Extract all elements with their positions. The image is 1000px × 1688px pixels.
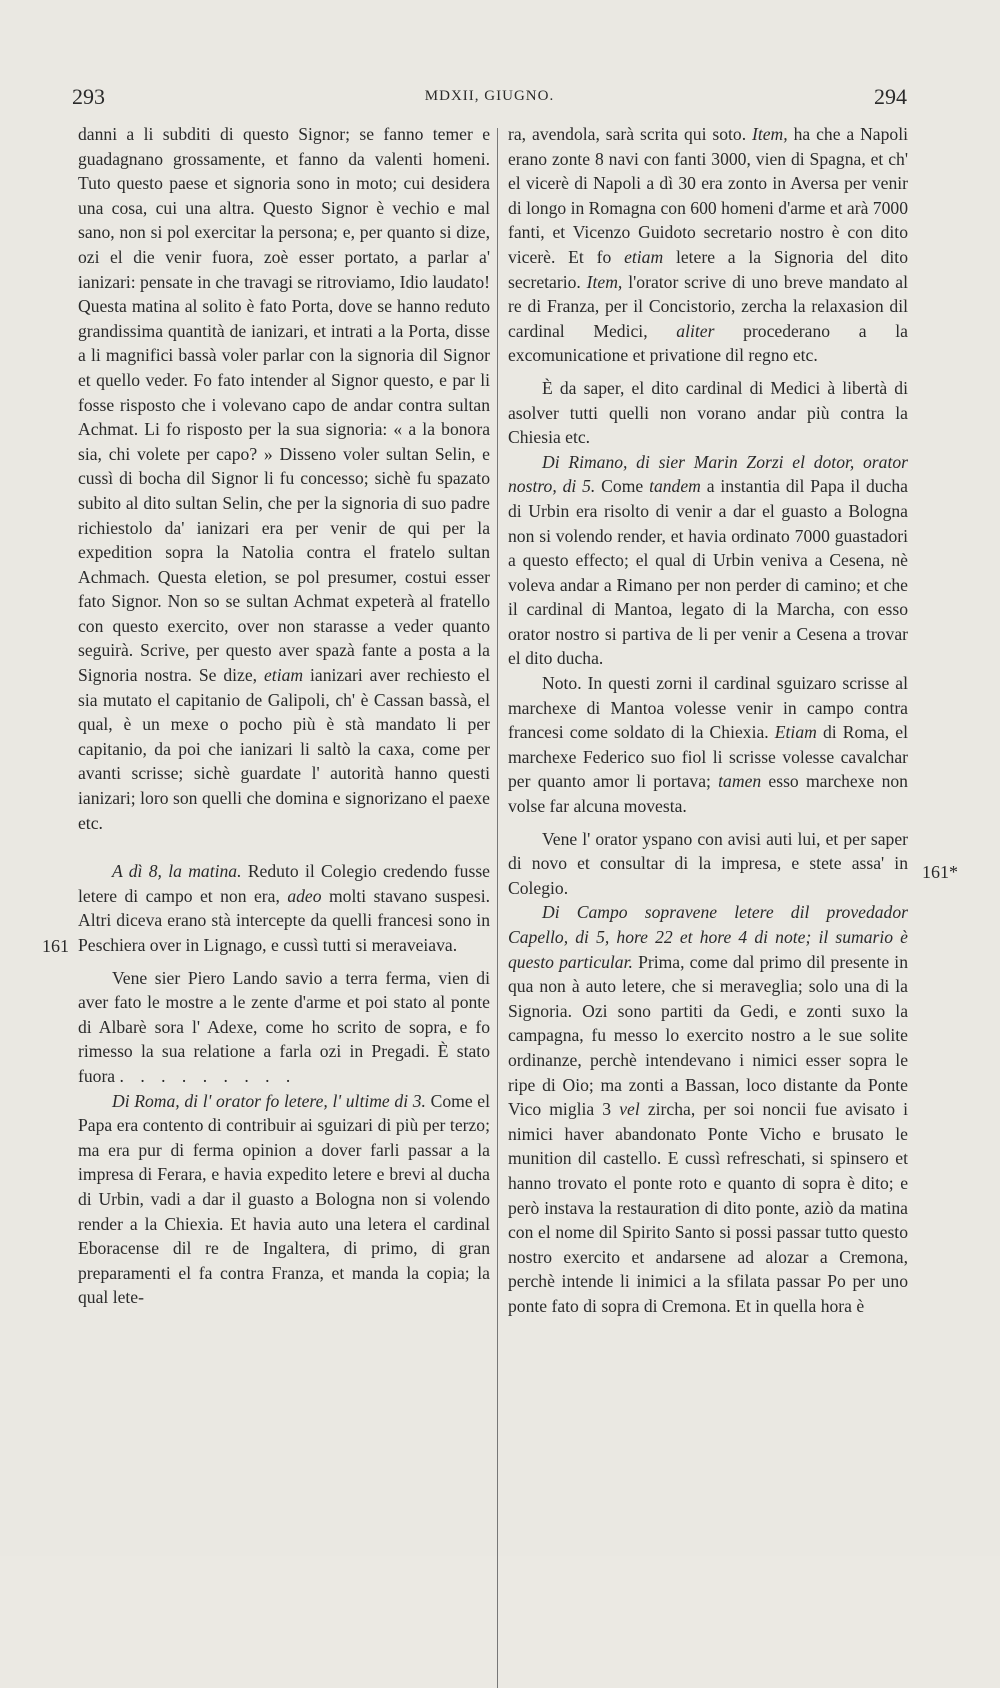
paragraph-entry-date: A dì 8, la matina. Reduto il Colegio credendo fusse letere di campo et non era, adeo molti stavano suspesi. Altri diceva erano stà intercepte da quelli francesi sono in Peschiera over in Lignago, e cussì tutti si meraveiava. [78,861,490,955]
right-column [508,122,908,1319]
running-title: MDXII, GIUGNO. [424,88,555,104]
paragraph: danni a li subditi di questo Signor; se fanno temer e guadagnano grossamente, et fanno da valenti homeni. Tuto questo paese et signoria sono in moto; cui desidera una cosa, cui una altra. Questo Signor è vechio e mal sano, non si pol exercitar la persona; e, per quanto si dize, ozi el die venir fuora, zoè esser portato, a parlar a' ianizari: pensate in che travagi se ritroviamo, Idio laudato! Questa matina al solito è fato Porta, dove se hanno reduto grandissima quantità de ianizari, et intrati a la Porta, disse a li magnifici bassà voler parlar con la signoria dil Signor et quello veder. Fo fato intender al Signor questo, e par li fosse risposto che i volevano capo de andar contra sultan Achmat. Li fo risposto per la sua signoria: « a la bonora sia, chi volete per capo? » Disseno voler sultan Selin, e cussì di bocha dil Signor li fu concesso; sichè fu spazato subito al dito sultan Selin, che per la signoria di suo padre richiestolo da' ianizari era per venir de qui per la expedition sopra la Natolia contra el fratelo sultan Achmach. Questa eletion, se pol presumer, costui esser fato Signor. Non so se sultan Achmat expeterà al fratello con questo exercito, over non starasse a veder quanto seguirà. Scrive, per questo aver spazà fante a posta a la Signoria nostra. Se dize, etiam ianizari aver rechiesto el sia mutato el capitanio de Galipoli, ch' è Cassan bassà, el qual, è un mexe o pocho più è stà mandato li per capitanio, da poi che ianizari li saltò la caxa, come per avanti scrisse; sichè guardate l' autorità hanno questi ianizari; loro son quelli che domina e signorizano el paexe etc. [78,124,490,833]
paragraph: È da saper, el dito cardinal di Medici à libertà di asolver tutti quelli non vorano andar più contra la Chiesia etc. [508,377,908,448]
margin-folio-left: 161 [42,936,69,956]
page-header [72,84,907,114]
paragraph-campo: Di Campo sopravene letere dil provedador Capello, di 5, hore 22 et hore 4 di note; il sumario è questo particular. Prima, come dal primo dil presente in qua non à auto letere, che si meraveglia; solo una di la Signoria. Ozi sono partiti da Gedi, e zonti suxo la campagna, fu messo lo exercito nostro a le sue solite ordinanze, perchè intendevano i nimici esser sopra le ripe di Oio; ma zonti a Bassan, loco distante da Ponte Vico miglia 3 vel zircha, per soi noncii fue avisato i nimici haver abandonato Ponte Vicho e brusato le munition dil castello. E cussì refreschati, si spinsero et hanno trovato el ponte roto e quanto di sopra è dito; e però instava la restauration di dito ponte, aziò da matina con el nome dil Spirito Santo si possi passar tutto questo nostro exercito et andarsene ad alozar a Cremona, perchè intende li inimici a la sfilata passar Po per uno ponte fato di sopra di Cremona. Et in quella hora è [508,902,908,1316]
column-divider [497,128,498,1688]
page-number-right: 294 [874,84,907,109]
paragraph: ra, avendola, sarà scrita qui soto. Item, ha che a Napoli erano zonte 8 navi con fanti 3000, vien di Spagna, et ch' el vicerè di Napoli a dì 30 era zonto in Aversa per venir di longo in Romagna con 600 homeni d'arme et arà 7000 fanti, et Vicenzo Guidoto secretario nostro è con dito vicerè. Et fo etiam letere a la Signoria del dito secretario. Item, l'orator scrive di uno breve mandato al re di Franza, per il Concistorio, zercha la relaxasion dil cardinal Medici, aliter procederano a la excomunicatione et privatione dil regno etc. [508,124,909,366]
paragraph-noto: Noto. In questi zorni il cardinal sguizaro scrisse al marchexe di Mantoa volesse venir in campo contra francesi come soldato di la Chiexia. Etiam di Roma, el marchexe Federico suo fiol li scrisse volesse cavalchar per quanto amor li portava; tamen esso marchexe non volse far alcuna movesta. [508,673,908,817]
page-number-left: 293 [72,84,105,109]
left-column [78,122,490,1310]
paragraph: Vene l' orator yspano con avisi auti lui, et per saper di novo et consultar di la impresa, e stete assa' in Colegio. [508,828,908,898]
paragraph-rimano: Di Rimano, di sier Marin Zorzi el dotor, orator nostro, di 5. Come tandem a instantia dil Papa il ducha di Urbin era risolto di venir a dar el guasto a Bologna non si volendo render, et havia ordinato 7000 guastadori a questo effecto; el qual di Urbin veniva a Cesena, nè voleva andar a Rimano per non perder di camino; et che il cardinal di Mantoa, legato di la Marcha, con esso orator nostro si partiva de li per venir a Cesena a trovar el dito ducha. [508,451,908,669]
paragraph: Vene sier Piero Lando savio a terra ferma, vien di aver fato le mostre a le zente d'arme et poi stato al ponte di Albarè sora l' Adexe, come ho scrito de sopra, e fo rimesso la sua relatione a farla ozi in Pregadi. È stato fuora . . . . . . . . . [78,967,490,1086]
paragraph-roma: Di Roma, di l' orator fo letere, l' ultime di 3. Come el Papa era contento di contribuir ai sguizari di più per terzo; ma era pur di ferma opinion a dover farli passar a la impresa di Ferara, e havia expedito letere e brevi al ducha di Urbin, vadi a dar il guasto a Bologna non si volendo render a la Chiexia. Et havia auto una letera el cardinal Eboracense dil re de Ingaltera, di primo, di gran preparamenti el fa contra Franza, et manda la copia; la qual lete- [78,1090,490,1308]
margin-folio-right: 161* [922,862,958,882]
